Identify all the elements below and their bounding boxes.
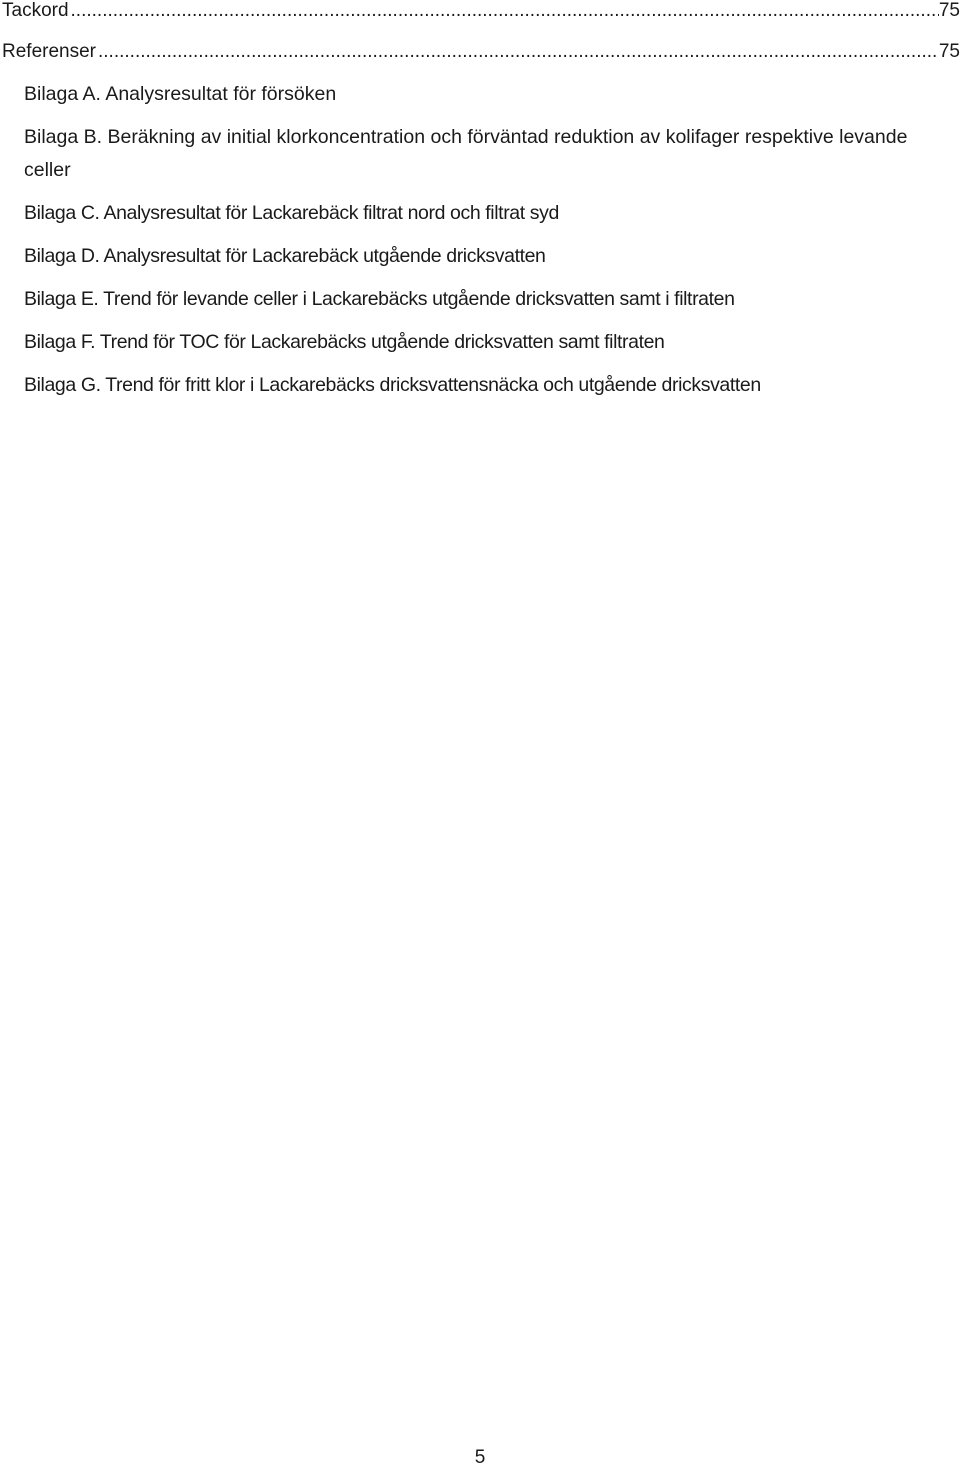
toc-entry-page: 75 — [938, 41, 960, 62]
toc-entry-page: 75 — [938, 0, 960, 21]
appendix-item-d[interactable]: Bilaga D. Analysresultat för Lackarebäck utgående dricksvatten — [24, 245, 546, 267]
toc-entry-tackord[interactable] — [2, 0, 960, 22]
appendix-item-c[interactable]: Bilaga C. Analysresultat för Lackarebäck filtrat nord och filtrat syd — [24, 202, 559, 224]
toc-leader-dots — [96, 41, 939, 63]
toc-entry-label: Tackord — [2, 0, 69, 21]
page-number: 5 — [474, 1447, 486, 1468]
toc-leader-dots — [69, 0, 939, 22]
appendix-item-e[interactable]: Bilaga E. Trend för levande celler i Lackarebäcks utgående dricksvatten samt i filtraten — [24, 288, 735, 310]
appendix-item-g[interactable]: Bilaga G. Trend för fritt klor i Lackarebäcks dricksvattensnäcka och utgående dricksvatten — [24, 374, 761, 396]
appendix-item-b[interactable]: Bilaga B. Beräkning av initial klorkoncentration och förväntad reduktion av kolifager respektive levande celler — [24, 126, 908, 181]
toc-entry-referenser[interactable] — [2, 41, 960, 63]
toc-entry-label: Referenser — [2, 41, 96, 62]
appendix-list — [24, 78, 944, 412]
appendix-item-f[interactable]: Bilaga F. Trend för TOC för Lackarebäcks utgående dricksvatten samt filtraten — [24, 331, 665, 353]
appendix-item-a[interactable]: Bilaga A. Analysresultat för försöken — [24, 83, 337, 105]
